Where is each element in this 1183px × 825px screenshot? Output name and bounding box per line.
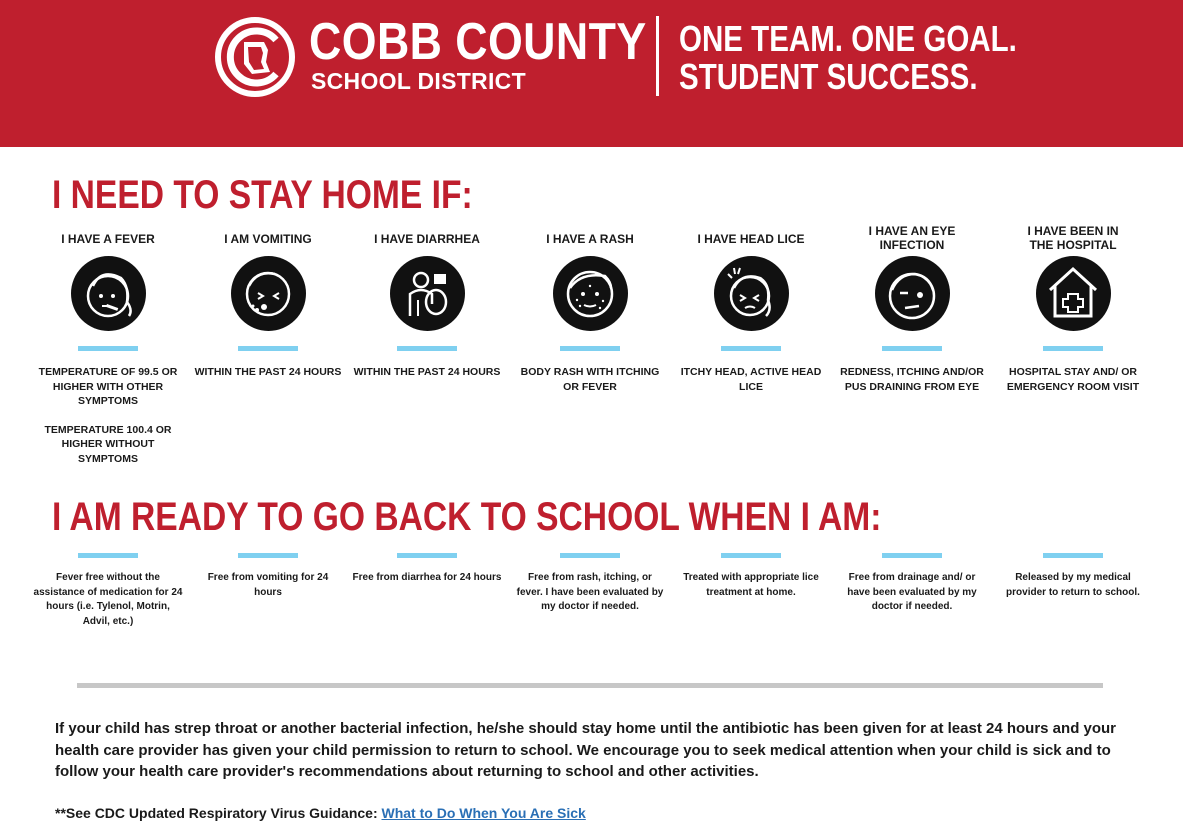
blue-divider (78, 553, 138, 558)
desc-line: WITHIN THE PAST 24 HOURS (194, 366, 342, 378)
blue-divider (397, 346, 457, 351)
col-title-line: I HAVE A FEVER (61, 232, 155, 246)
back-desc: Released by my medical provider to return to school. (1006, 572, 1140, 598)
blue-divider (560, 553, 620, 558)
desc-line: REDNESS, ITCHING AND/OR PUS DRAINING FROM EYE (840, 366, 984, 393)
brand-title: COBB COUNTY (309, 13, 647, 71)
desc-line: BODY RASH WITH ITCHING OR FEVER (520, 366, 660, 393)
blue-divider (560, 346, 620, 351)
back-desc: Fever free without the assistance of medication for 24 hours (i.e. Tylenol, Motrin, Advil, etc.) (33, 572, 183, 627)
stay-desc (837, 365, 987, 408)
stay-desc (998, 365, 1148, 408)
hospital-icon (1036, 256, 1111, 331)
header-banner (0, 0, 1183, 147)
desc-line: TEMPERATURE OF 99.5 OR HIGHER WITH OTHER SYMPTOMS (38, 366, 178, 407)
back-desc: Free from rash, itching, or fever. I have been evaluated by my doctor if needed. (516, 572, 664, 612)
vomiting-face-icon (231, 256, 306, 331)
stay-home-heading: I NEED TO STAY HOME IF: (52, 173, 473, 217)
desc-line: HOSPITAL STAY AND/ OR EMERGENCY ROOM VISIT (1006, 366, 1140, 393)
back-desc: Free from drainage and/ or have been evaluated by my doctor if needed. (847, 572, 977, 612)
col-title-line: I HAVE BEEN IN (1027, 224, 1119, 238)
blue-divider (882, 346, 942, 351)
stay-desc (193, 365, 343, 394)
tagline-line-1: ONE TEAM. ONE GOAL. (679, 18, 1017, 59)
col-title (837, 224, 987, 252)
blue-divider (721, 346, 781, 351)
desc-line: TEMPERATURE 100.4 OR HIGHER WITHOUT SYMPTOMS (44, 423, 172, 465)
eye-infection-face-icon (875, 256, 950, 331)
col-title (352, 232, 502, 246)
stay-desc (676, 365, 826, 408)
blue-divider (1043, 553, 1103, 558)
blue-divider (238, 346, 298, 351)
diarrhea-person-icon (390, 256, 465, 331)
stay-desc (515, 365, 665, 408)
stay-desc (33, 365, 183, 480)
brand-subtitle: SCHOOL DISTRICT (311, 68, 526, 94)
col-title (33, 232, 183, 246)
blue-divider (1043, 346, 1103, 351)
back-to-school-heading: I AM READY TO GO BACK TO SCHOOL WHEN I AM: (52, 495, 882, 539)
stay-desc (352, 365, 502, 394)
tagline-line-2: STUDENT SUCCESS. (679, 56, 978, 97)
gray-divider (77, 683, 1103, 688)
col-title (676, 232, 826, 246)
back-desc: Treated with appropriate lice treatment at home. (683, 572, 819, 598)
cobb-county-logo-icon (214, 16, 296, 98)
blue-divider (882, 553, 942, 558)
desc-line: WITHIN THE PAST 24 HOURS (353, 366, 501, 378)
blue-divider (721, 553, 781, 558)
col-title-line: I HAVE DIARRHEA (374, 232, 480, 246)
back-desc: Free from vomiting for 24 hours (207, 572, 329, 598)
col-title-line: I HAVE A RASH (546, 232, 634, 246)
col-title-line: INFECTION (879, 238, 945, 252)
desc-line: ITCHY HEAD, ACTIVE HEAD LICE (680, 366, 822, 393)
fever-face-icon (71, 256, 146, 331)
cdc-guidance-link[interactable]: What to Do When You Are Sick (381, 805, 586, 821)
rash-face-icon (553, 256, 628, 331)
cdc-guidance-prefix: **See CDC Updated Respiratory Virus Guidance: (55, 805, 382, 821)
blue-divider (78, 346, 138, 351)
blue-divider (397, 553, 457, 558)
header-divider (656, 16, 659, 96)
back-desc: Free from diarrhea for 24 hours (352, 572, 502, 583)
head-lice-face-icon (714, 256, 789, 331)
bacterial-infection-note: If your child has strep throat or another bacterial infection, he/she should stay home until the antibiotic has been given for at least 24 hours and your health care provider has given your child permission to return to school. We encourage you to seek medical attention when your child is sick and to follow your health care provider's recommendations about returning to school and other activities. (55, 720, 1117, 780)
col-title (998, 224, 1148, 252)
col-title (515, 232, 665, 246)
blue-divider (238, 553, 298, 558)
col-title-line: I HAVE AN EYE (868, 224, 956, 238)
col-title-line: I HAVE HEAD LICE (697, 232, 805, 246)
col-title-line: THE HOSPITAL (1029, 238, 1117, 252)
col-title (193, 232, 343, 246)
col-title-line: I AM VOMITING (224, 232, 312, 246)
tagline (679, 20, 1017, 96)
cdc-guidance (55, 804, 586, 822)
